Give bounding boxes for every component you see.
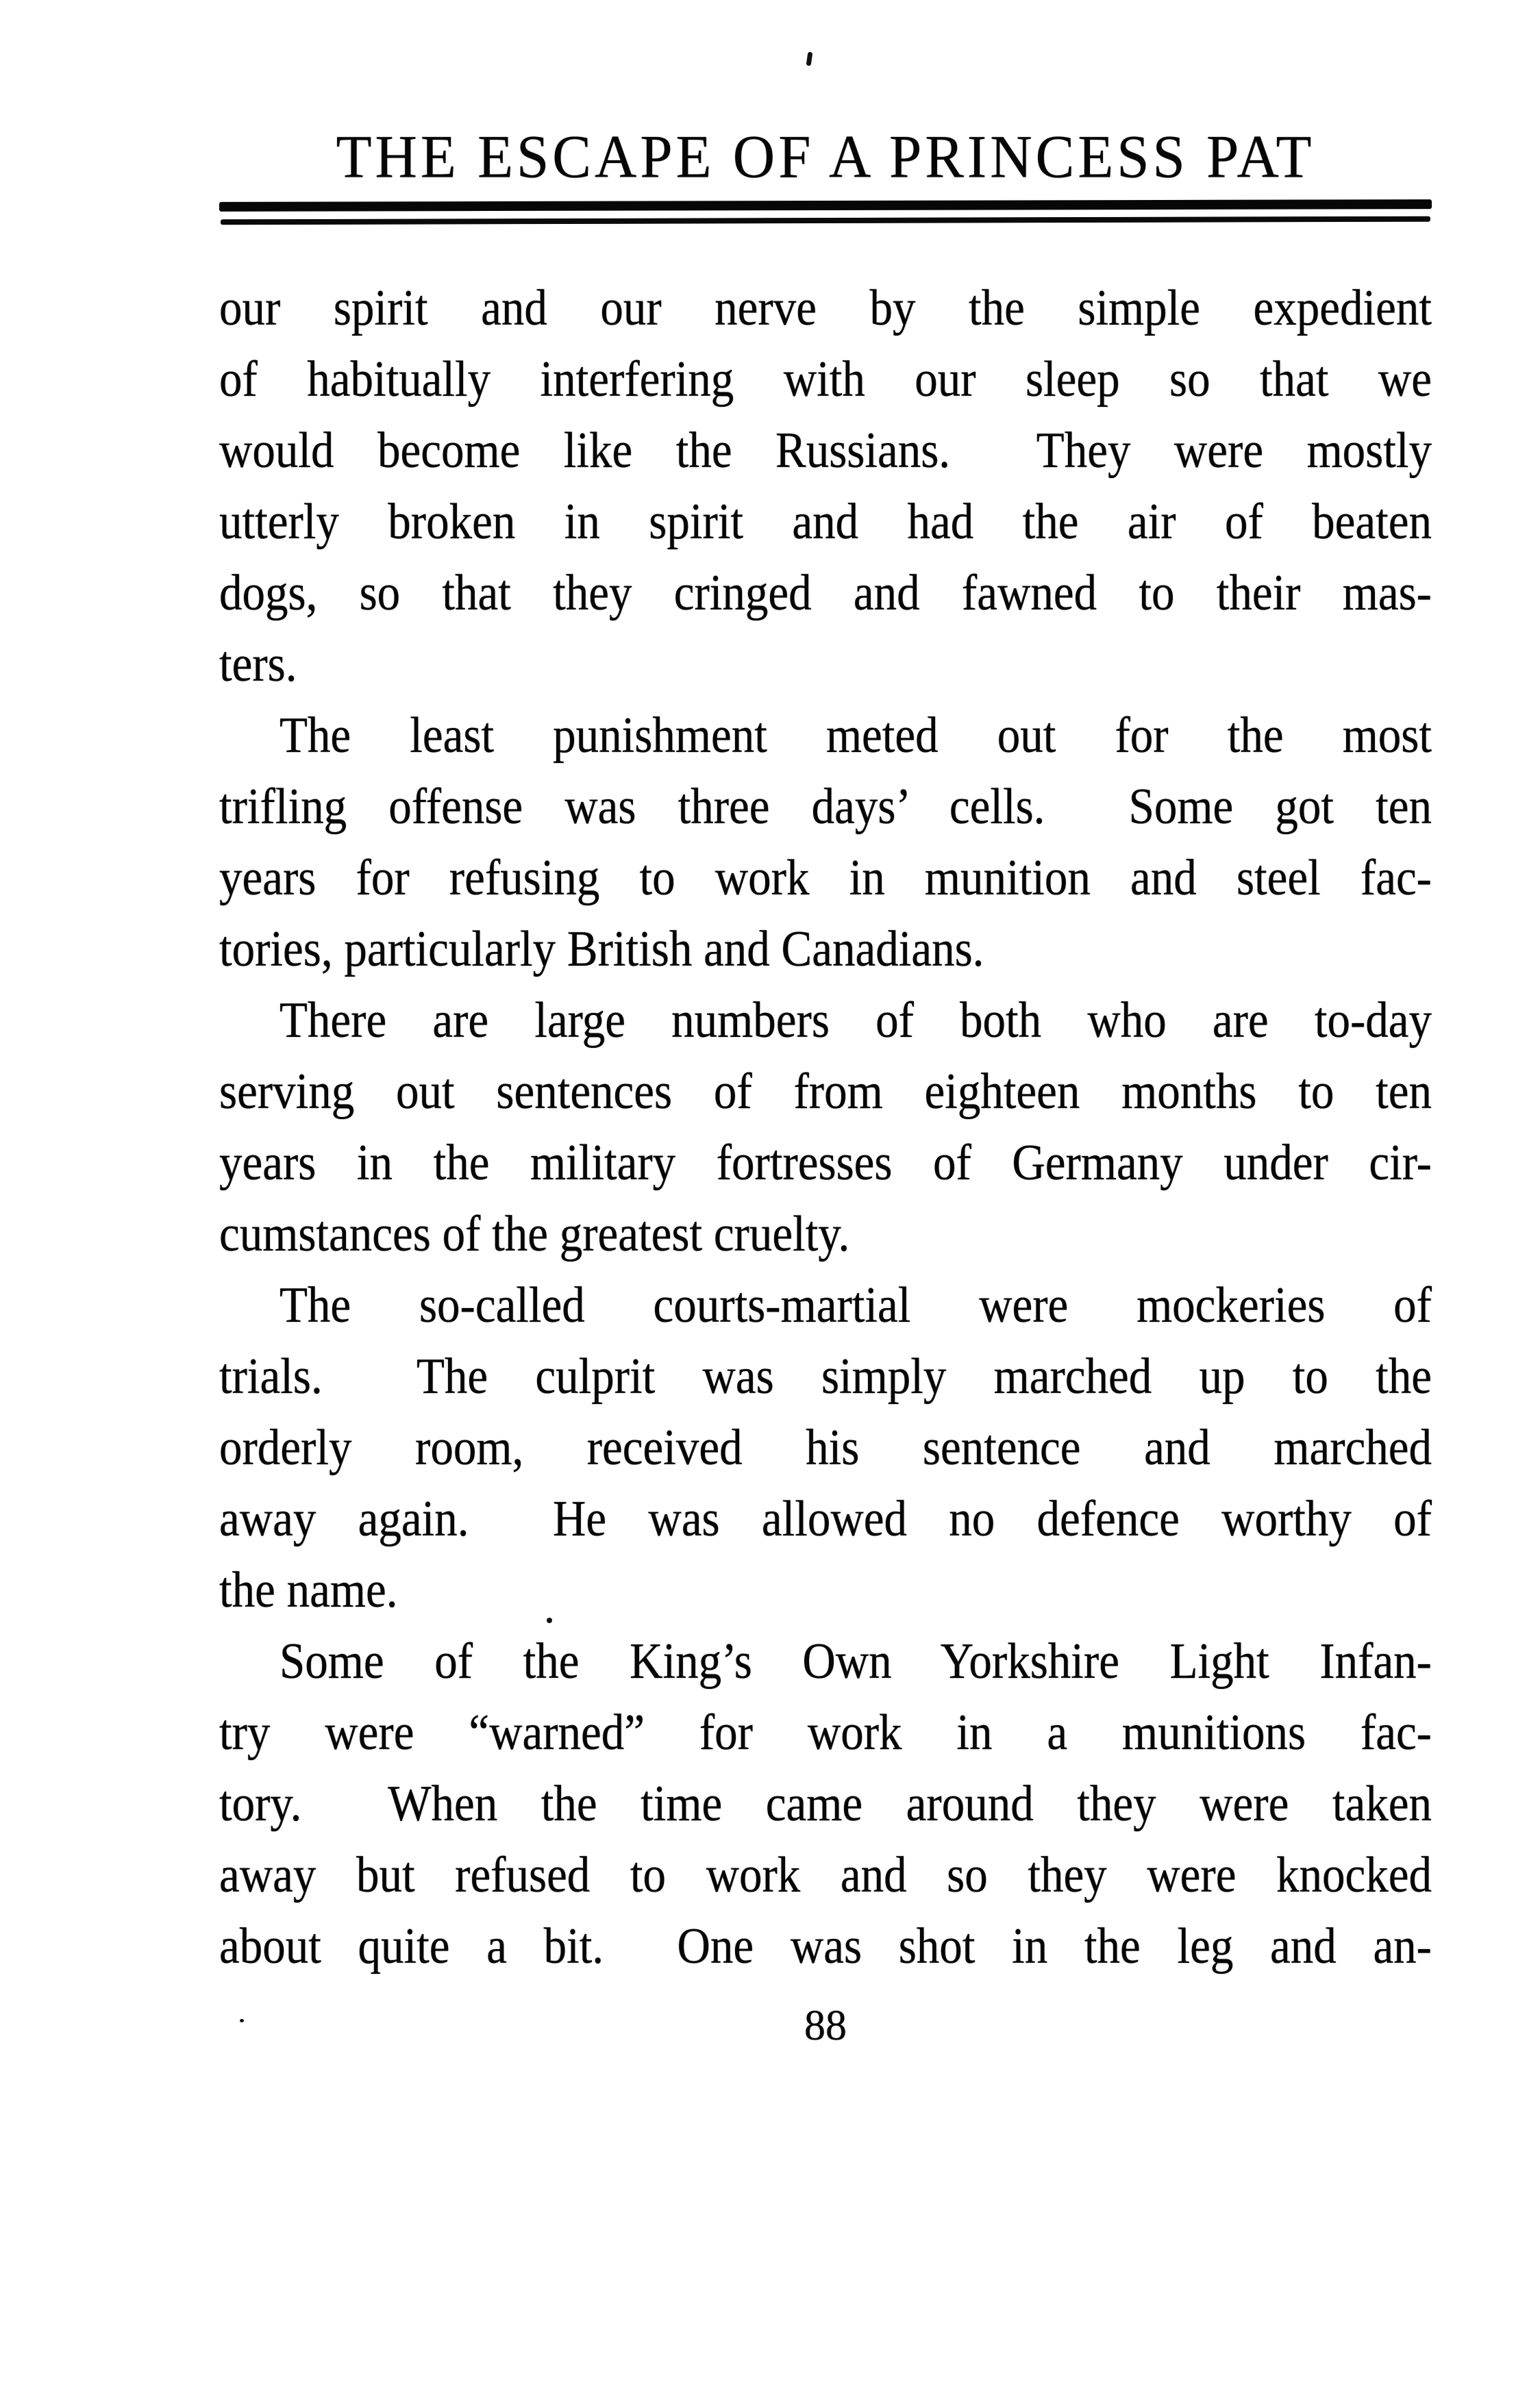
running-head-title: THE ESCAPE OF A PRINCESS PAT [336, 123, 1315, 191]
text-line: trials. The culprit was simply marched up to the [219, 1349, 1432, 1405]
text-line: try were “warned” for work in a munitions fac- [219, 1705, 1432, 1761]
text-line: our spirit and our nerve by the simple expedient [219, 280, 1432, 336]
text-line: Some of the King’s Own Yorkshire Light Infan- [280, 1633, 1432, 1690]
text-line: tories, particularly British and Canadians. [219, 921, 984, 977]
text-line: The so-called courts-martial were mockeries of [280, 1277, 1432, 1333]
text-line: away but refused to work and so they were knocked [219, 1847, 1432, 1903]
text-line: The least punishment meted out for the most [280, 707, 1432, 764]
page-number: 88 [804, 2003, 847, 2049]
header-rule-thin [221, 216, 1430, 225]
text-line: away again. He was allowed no defence worthy of [219, 1491, 1432, 1547]
text-line: ters. [219, 636, 297, 692]
scan-speck [547, 1618, 552, 1623]
text-line: serving out sentences of from eighteen months to ten [219, 1064, 1432, 1120]
text-line: years in the military fortresses of Germany under cir- [219, 1135, 1432, 1191]
body-text [219, 273, 1432, 1982]
text-line: There are large numbers of both who are to-day [280, 992, 1432, 1049]
header-rule-thick [219, 199, 1432, 212]
scan-speck [240, 2019, 244, 2022]
text-line: cumstances of the greatest cruelty. [219, 1206, 850, 1262]
text-line: tory. When the time came around they were taken [219, 1776, 1432, 1832]
text-line: utterly broken in spirit and had the air of beaten [219, 494, 1432, 550]
text-line: orderly room, received his sentence and marched [219, 1420, 1432, 1476]
text-line: years for refusing to work in munition and steel fac- [219, 850, 1432, 906]
text-line: trifling offense was three days’ cells. Some got ten [219, 779, 1432, 835]
text-line: dogs, so that they cringed and fawned to their mas- [219, 565, 1432, 621]
page-sheet [219, 0, 1432, 2408]
text-line: of habitually interfering with our sleep so that we [219, 351, 1432, 407]
text-line: would become like the Russians. They were mostly [219, 423, 1432, 479]
text-line: about quite a bit. One was shot in the leg and an- [219, 1918, 1432, 1974]
text-line: the name. [219, 1562, 398, 1618]
